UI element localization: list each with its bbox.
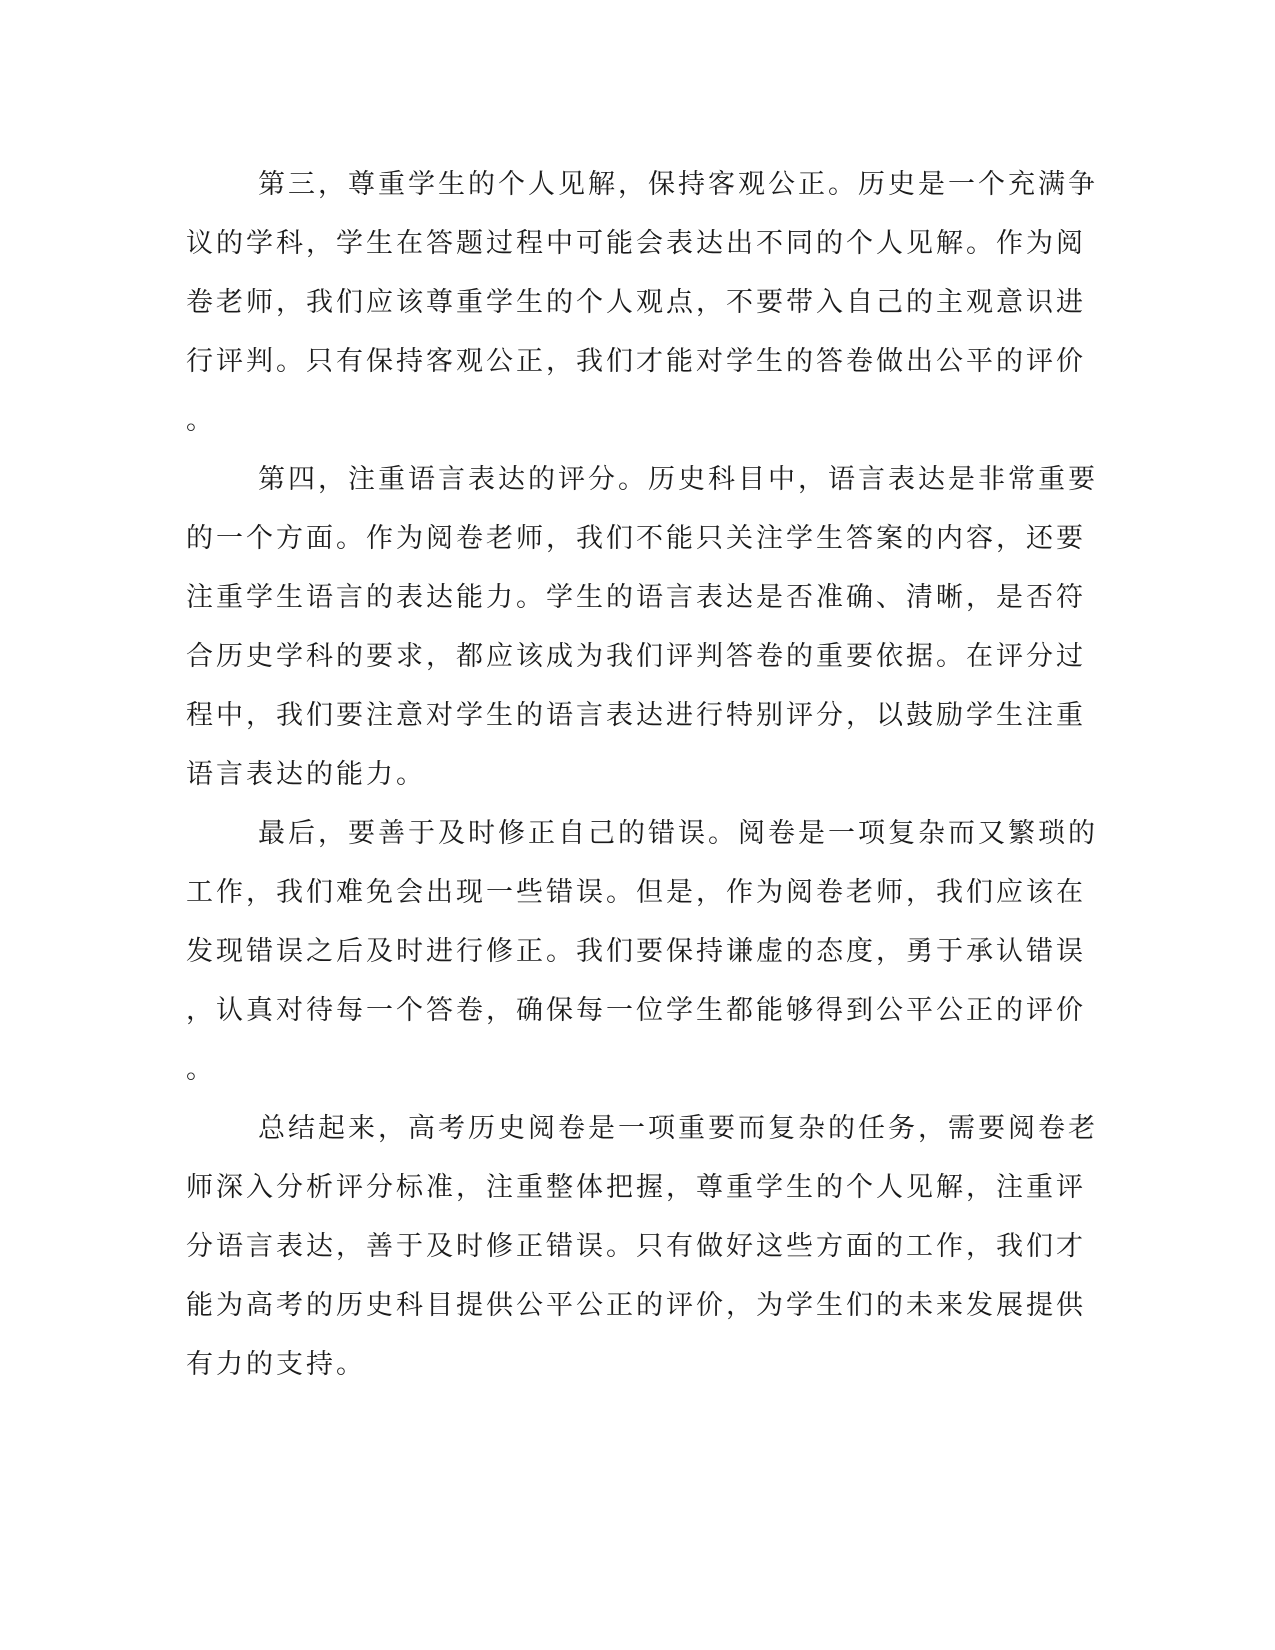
body-text [186,155,1098,1394]
paragraph-line: 卷老师，我们应该尊重学生的个人观点，不要带入自己的主观意识进 [186,287,1086,318]
paragraph-line: 语言表达的能力。 [186,759,426,790]
paragraph-line: 有力的支持。 [186,1349,366,1380]
paragraph-line: 。 [186,405,216,436]
paragraph-line: 能为高考的历史科目提供公平公正的评价，为学生们的未来发展提供 [186,1290,1086,1321]
paragraph-line: 行评判。只有保持客观公正，我们才能对学生的答卷做出公平的评价 [186,346,1086,377]
paragraph-line: 第四，注重语言表达的评分。历史科目中，语言表达是非常重要 [258,464,1098,495]
paragraph-line: 总结起来，高考历史阅卷是一项重要而复杂的任务，需要阅卷老 [258,1113,1098,1144]
paragraph-line: 注重学生语言的表达能力。学生的语言表达是否准确、清晰，是否符 [186,582,1086,613]
paragraph-line: 议的学科，学生在答题过程中可能会表达出不同的个人见解。作为阅 [186,228,1086,259]
paragraph-line: ，认真对待每一个答卷，确保每一位学生都能够得到公平公正的评价 [186,995,1086,1026]
paragraph-line: 发现错误之后及时进行修正。我们要保持谦虚的态度，勇于承认错误 [186,936,1086,967]
paragraph-line: 第三，尊重学生的个人见解，保持客观公正。历史是一个充满争 [258,169,1098,200]
paragraph-line: 分语言表达，善于及时修正错误。只有做好这些方面的工作，我们才 [186,1231,1086,1262]
paragraph-line: 程中，我们要注意对学生的语言表达进行特别评分，以鼓励学生注重 [186,700,1086,731]
paragraph-line: 工作，我们难免会出现一些错误。但是，作为阅卷老师，我们应该在 [186,877,1086,908]
paragraph-line: 合历史学科的要求，都应该成为我们评判答卷的重要依据。在评分过 [186,641,1086,672]
paragraph-line: 最后，要善于及时修正自己的错误。阅卷是一项复杂而又繁琐的 [258,818,1098,849]
paragraph-line: 的一个方面。作为阅卷老师，我们不能只关注学生答案的内容，还要 [186,523,1086,554]
paragraph-line: 师深入分析评分标准，注重整体把握，尊重学生的个人见解，注重评 [186,1172,1086,1203]
paragraph-line: 。 [186,1054,216,1085]
